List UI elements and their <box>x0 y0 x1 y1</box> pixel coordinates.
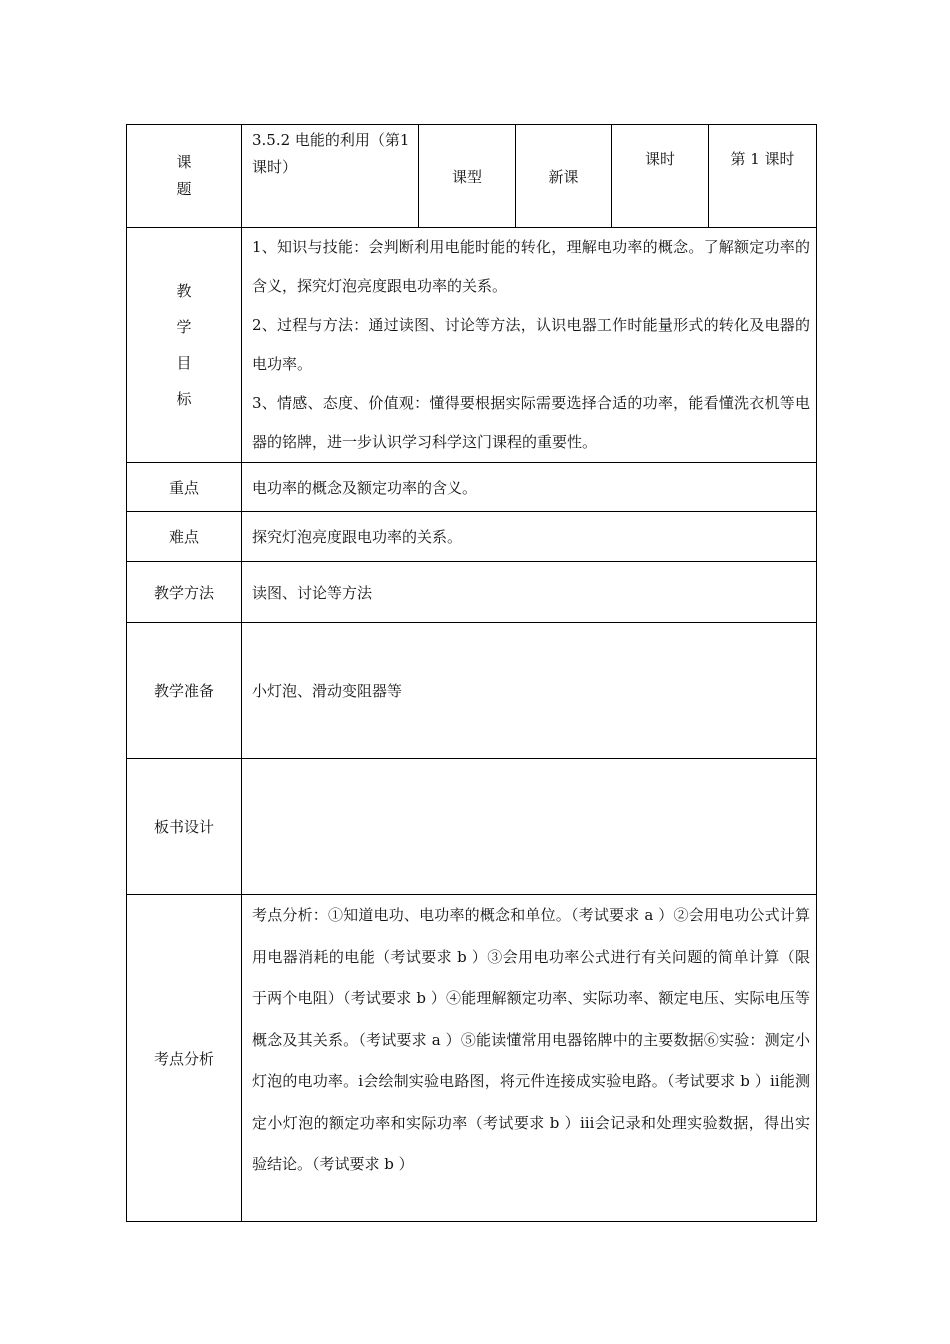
preparation-label: 教学准备 <box>127 623 242 759</box>
exam-analysis-text: 考点分析：①知道电功、电功率的概念和单位。（考试要求 a ）②会用电功公式计算用电器消耗的电能（考试要求 b ）③会用电功率公式进行有关问题的简单计算（限于两个电阻）（考试要求 b ）④能理解额定功率、实际功率、额定电压、实际电压等概念及其关系。（考试要求 a ）⑤能读懂常用电器铭牌中的主要数据⑥实验：测定小灯泡的电功率。ⅰ会绘制实验电路图，将元件连接成实验电路。（考试要求 b ）ⅱ能测定小灯泡的额定功率和实际功率（考试要求 b ）ⅲ会记录和处理实验数据，得出实验结论。（考试要求 b ） <box>252 906 810 1173</box>
hours-label: 课时 <box>612 125 709 228</box>
difficulties-label: 难点 <box>127 512 242 562</box>
difficulties-row <box>127 512 817 562</box>
methods-row <box>127 562 817 623</box>
type-label: 课型 <box>419 125 516 228</box>
key-points-value: 电功率的概念及额定功率的含义。 <box>242 463 817 512</box>
title-row <box>127 125 817 228</box>
topic-label: 课 题 <box>127 125 242 228</box>
exam-analysis-row <box>127 895 817 1222</box>
goals-row <box>127 228 817 463</box>
hours-value: 第 1 课时 <box>709 125 817 228</box>
goal-item: 3、情感、态度、价值观：懂得要根据实际需要选择合适的功率，能看懂洗衣机等电器的铭牌，进一步认识学习科学这门课程的重要性。 <box>252 394 810 451</box>
preparation-value: 小灯泡、滑动变阻器等 <box>242 623 817 759</box>
type-value: 新课 <box>516 125 612 228</box>
methods-label: 教学方法 <box>127 562 242 623</box>
preparation-row <box>127 623 817 759</box>
topic-value: 3.5.2 电能的利用（第1课时） <box>242 125 419 228</box>
exam-analysis-label: 考点分析 <box>127 895 242 1222</box>
methods-value: 读图、讨论等方法 <box>242 562 817 623</box>
goals-content <box>242 228 817 463</box>
lesson-plan-table <box>126 124 817 1222</box>
board-design-label: 板书设计 <box>127 759 242 895</box>
goals-label: 教 学 目 标 <box>127 228 242 463</box>
difficulties-value: 探究灯泡亮度跟电功率的关系。 <box>242 512 817 562</box>
goal-item: 1、知识与技能：会判断利用电能时能的转化，理解电功率的概念。了解额定功率的含义，探究灯泡亮度跟电功率的关系。 <box>252 238 810 295</box>
goal-item: 2、过程与方法：通过读图、讨论等方法，认识电器工作时能量形式的转化及电器的电功率。 <box>252 316 810 373</box>
board-design-row <box>127 759 817 895</box>
key-points-row <box>127 463 817 512</box>
board-design-value <box>242 759 817 895</box>
exam-analysis-value <box>242 895 817 1222</box>
key-points-label: 重点 <box>127 463 242 512</box>
